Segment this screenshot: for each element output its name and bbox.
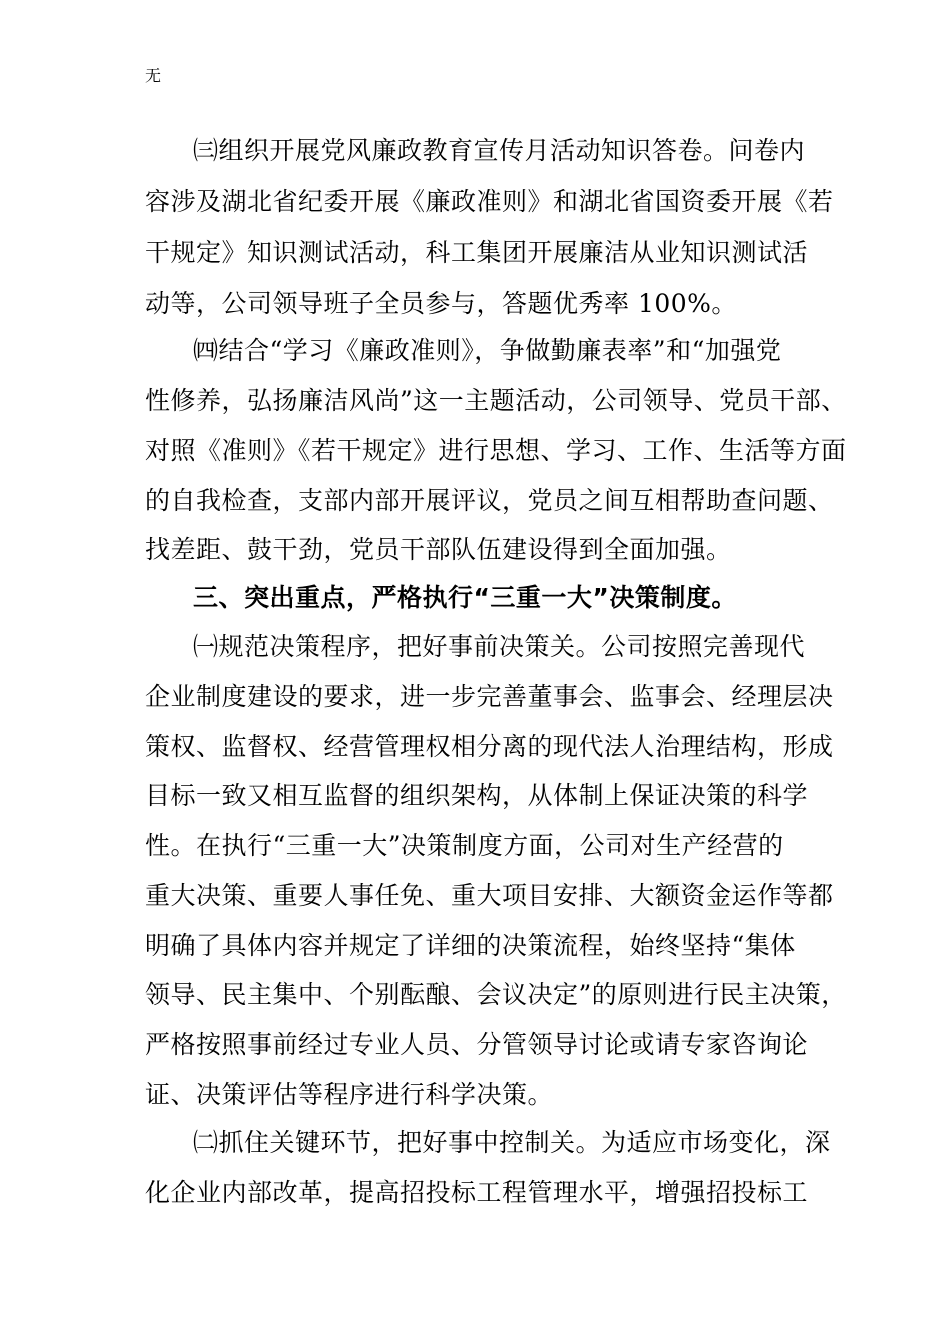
section-paragraph-1-line-8: 领导、民主集中、个别酝酿、会议决定”的原则进行民主决策， <box>145 980 847 1009</box>
section-paragraph-2-line-2: 化企业内部改革，提高招投标工程管理水平，增强招投标工 <box>145 1178 809 1207</box>
section-paragraph-1-line-2: 企业制度建设的要求，进一步完善董事会、监事会、经理层决 <box>145 682 834 711</box>
section-heading: 三、突出重点，严格执行“三重一大”决策制度。 <box>193 583 737 612</box>
paragraph-1-line-3: 干规定》知识测试活动，科工集团开展廉洁从业知识测试活 <box>145 238 809 267</box>
section-paragraph-1-line-7: 明确了具体内容并规定了详细的决策流程，始终坚持“集体 <box>145 931 796 960</box>
section-paragraph-1-line-1: ㈠规范决策程序，把好事前决策关。公司按照完善现代 <box>193 632 806 661</box>
paragraph-2-line-2: 性修养，弘扬廉洁风尚”这一主题活动，公司领导、党员干部、 <box>145 386 847 415</box>
paragraph-2-line-4: 的自我检查，支部内部开展评议，党员之间互相帮助查问题、 <box>145 486 834 515</box>
header-mark: 无 <box>145 66 162 85</box>
paragraph-2-line-3: 对照《准则》《若干规定》进行思想、学习、工作、生活等方面 <box>145 436 847 465</box>
section-paragraph-1-line-5: 性。在执行“三重一大”决策制度方面，公司对生产经营的 <box>145 831 784 860</box>
paragraph-1-line-4: 动等，公司领导班子全员参与，答题优秀率 100%。 <box>145 289 737 318</box>
section-paragraph-1-line-3: 策权、监督权、经营管理权相分离的现代法人治理结构，形成 <box>145 732 834 761</box>
paragraph-1-line-2: 容涉及湖北省纪委开展《廉政准则》和湖北省国资委开展《若 <box>145 187 834 216</box>
section-paragraph-1-line-6: 重大决策、重要人事任免、重大项目安排、大额资金运作等都 <box>145 881 834 910</box>
section-paragraph-1-line-9: 严格按照事前经过专业人员、分管领导讨论或请专家咨询论 <box>145 1030 809 1059</box>
paragraph-2-line-5: 找差距、鼓干劲，党员干部队伍建设得到全面加强。 <box>145 535 732 564</box>
paragraph-1-line-1: ㈢组织开展党风廉政教育宣传月活动知识答卷。问卷内 <box>193 136 806 165</box>
section-paragraph-1-line-4: 目标一致又相互监督的组织架构，从体制上保证决策的科学 <box>145 781 809 810</box>
section-paragraph-2-line-1: ㈡抓住关键环节，把好事中控制关。为适应市场变化，深 <box>193 1128 831 1157</box>
paragraph-2-line-1: ㈣结合“学习《廉政准则》，争做勤廉表率”和“加强党 <box>193 336 782 365</box>
section-paragraph-1-line-10: 证、决策评估等程序进行科学决策。 <box>145 1080 554 1109</box>
